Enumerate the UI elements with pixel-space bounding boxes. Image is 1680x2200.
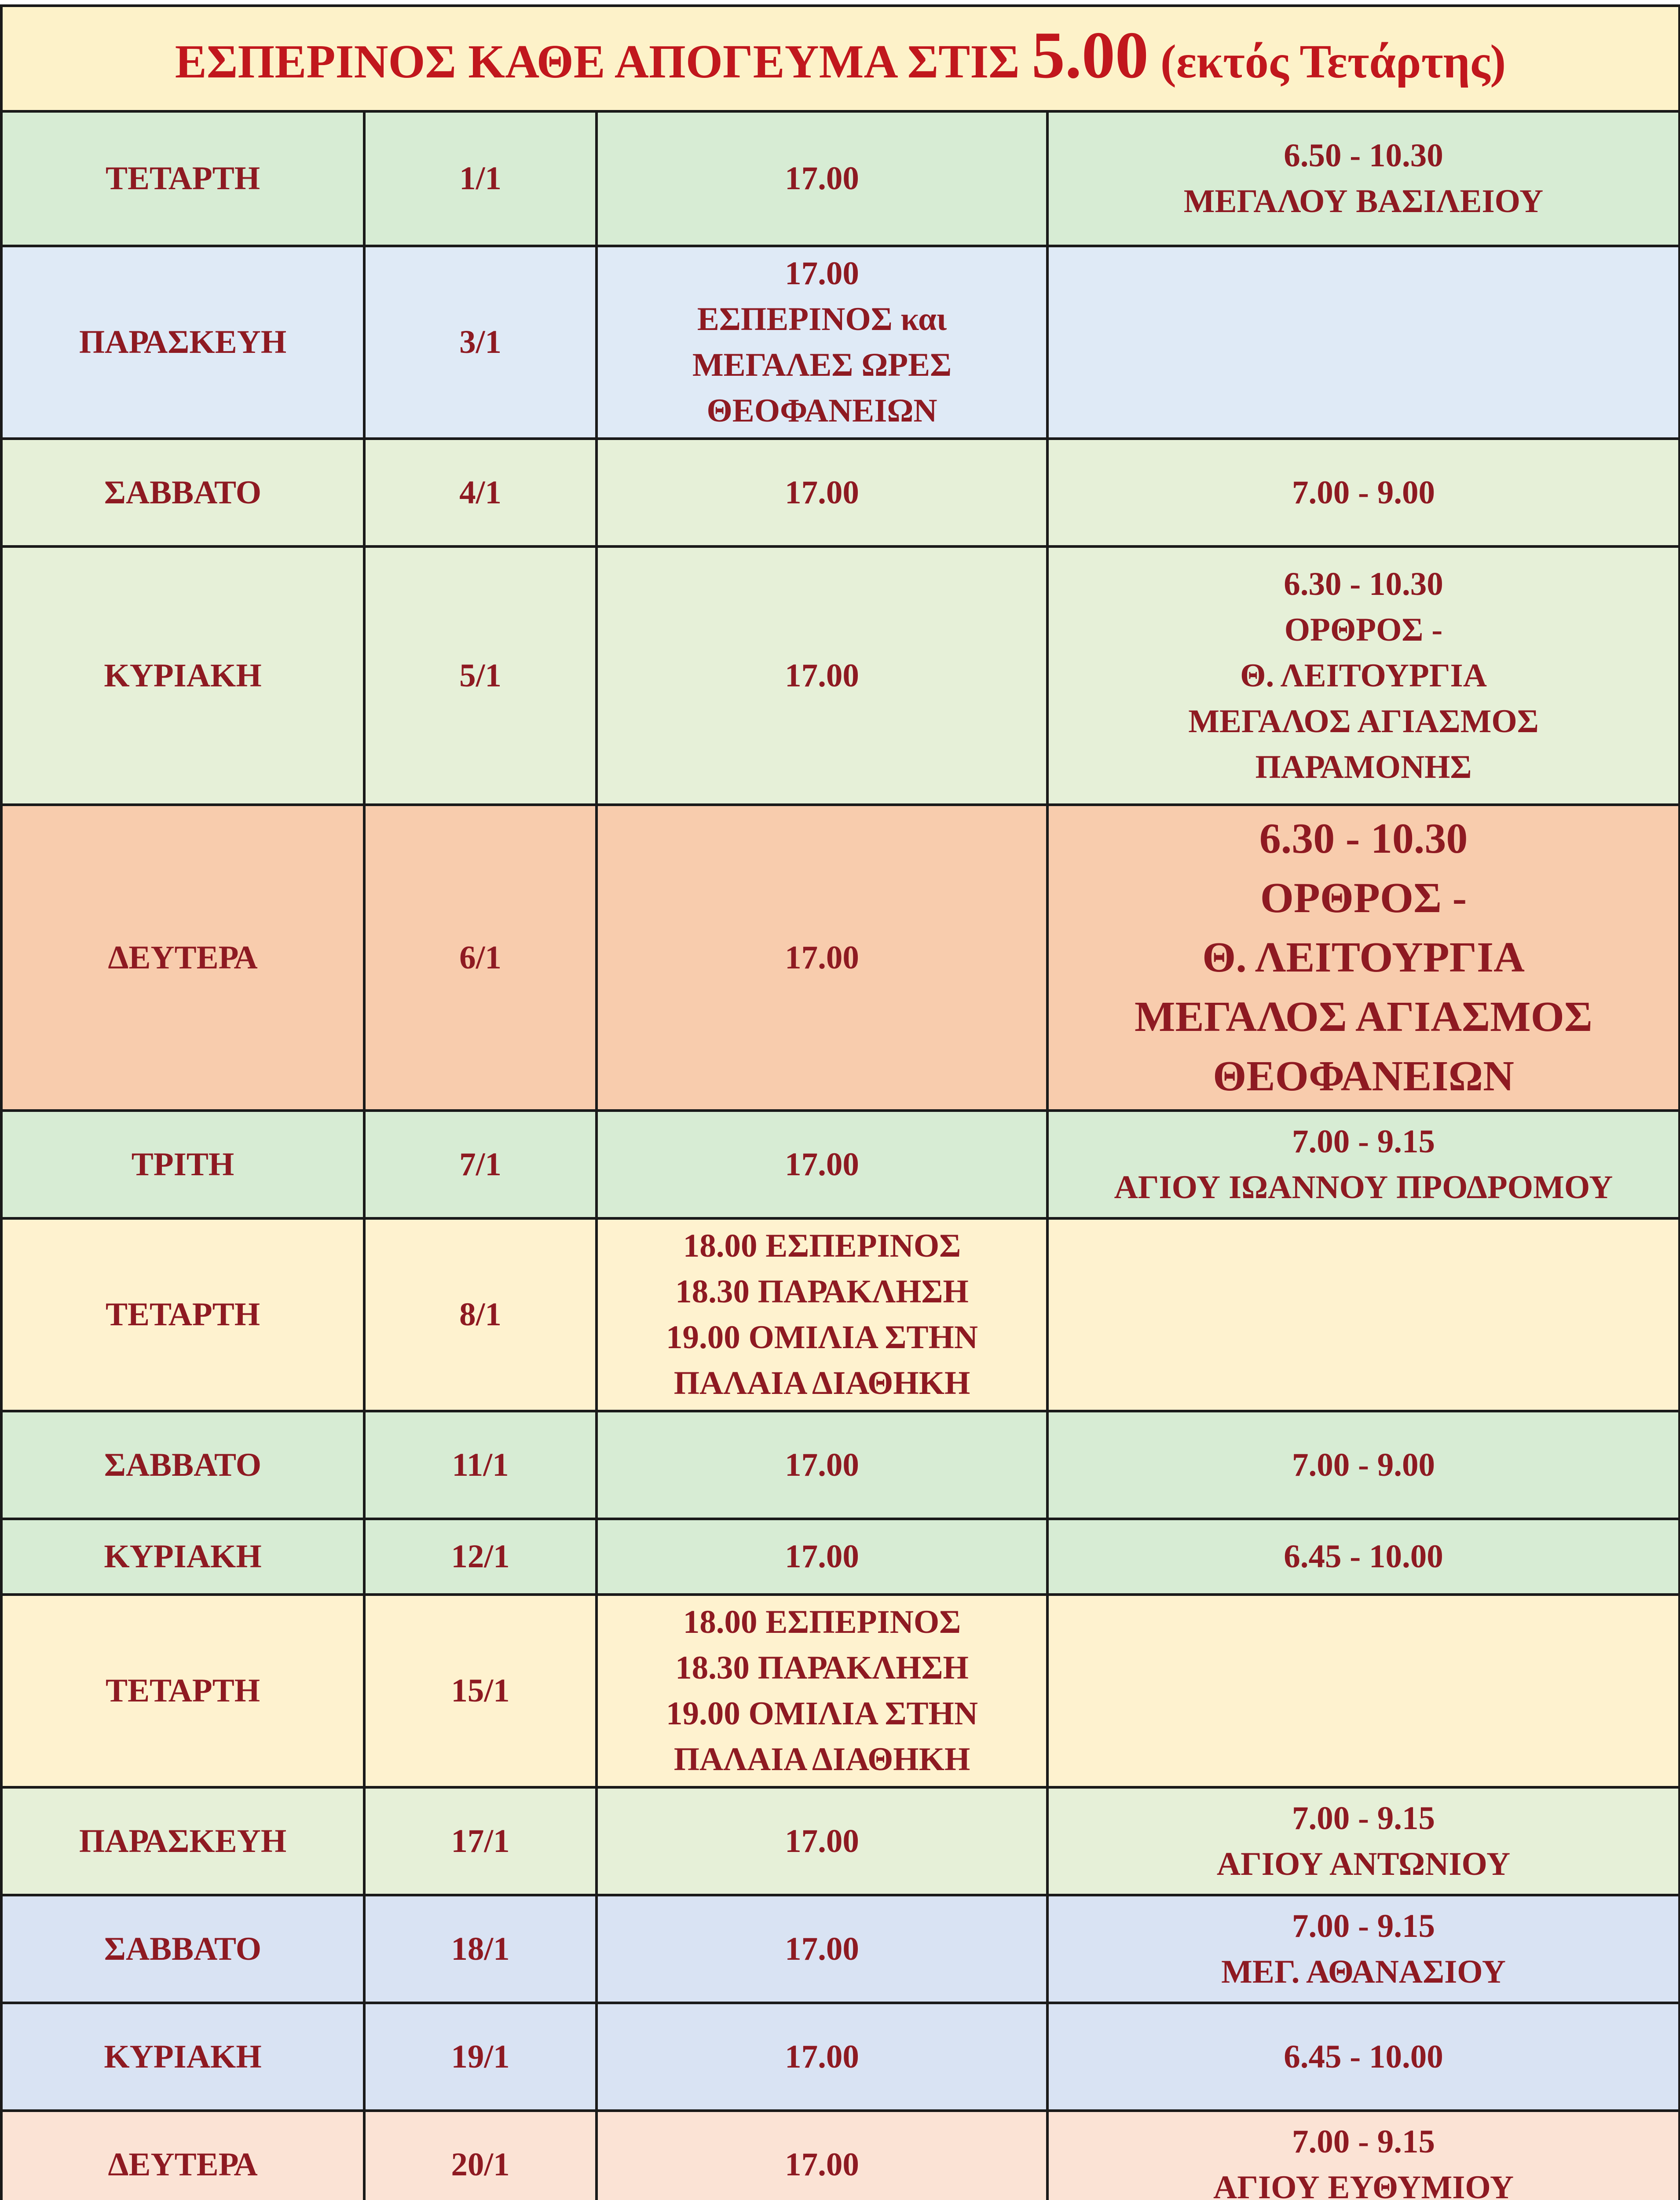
schedule-table <box>0 4 1680 2200</box>
date-cell: 19/1 <box>364 2003 597 2111</box>
date-cell: 15/1 <box>364 1595 597 1787</box>
evening-cell: 17.00 <box>597 2111 1047 2200</box>
schedule-row <box>1 2003 1680 2111</box>
date-cell: 17/1 <box>364 1787 597 1895</box>
schedule-row <box>1 439 1680 546</box>
morning-cell: 7.00 - 9.15 ΑΓΙΟΥ ΑΝΤΩΝΙΟΥ <box>1047 1787 1680 1895</box>
day-cell: ΔΕΥΤΕΡΑ <box>1 2111 364 2200</box>
date-cell: 4/1 <box>364 439 597 546</box>
morning-cell: 6.30 - 10.30 ΟΡΘΡΟΣ - Θ. ΛΕΙΤΟΥΡΓΙΑ ΜΕΓΑΛΟΣ ΑΓΙΑΣΜΟΣ ΘΕΟΦΑΝΕΙΩΝ <box>1047 805 1680 1111</box>
morning-cell: 6.50 - 10.30 ΜΕΓΑΛΟΥ ΒΑΣΙΛΕΙΟΥ <box>1047 111 1680 246</box>
evening-cell: 17.00 <box>597 546 1047 805</box>
date-cell: 6/1 <box>364 805 597 1111</box>
evening-cell: 17.00 <box>597 111 1047 246</box>
morning-cell: 7.00 - 9.00 <box>1047 439 1680 546</box>
schedule-row <box>1 1519 1680 1595</box>
evening-cell: 17.00 <box>597 1111 1047 1218</box>
schedule-row <box>1 111 1680 246</box>
header-title <box>1 6 1680 111</box>
header-row <box>1 6 1680 111</box>
evening-cell: 18.00 ΕΣΠΕΡΙΝΟΣ 18.30 ΠΑΡΑΚΛΗΣΗ 19.00 ΟΜΙΛΙΑ ΣΤΗΝ ΠΑΛΑΙΑ ΔΙΑΘΗΚΗ <box>597 1595 1047 1787</box>
date-cell: 18/1 <box>364 1895 597 2003</box>
date-cell: 5/1 <box>364 546 597 805</box>
schedule-row <box>1 1218 1680 1411</box>
day-cell: ΠΑΡΑΣΚΕΥΗ <box>1 1787 364 1895</box>
evening-cell: 17.00 <box>597 1411 1047 1519</box>
schedule-row <box>1 2111 1680 2200</box>
evening-cell: 17.00 ΕΣΠΕΡΙΝΟΣ και ΜΕΓΑΛΕΣ ΩΡΕΣ ΘΕΟΦΑΝΕΙΩΝ <box>597 246 1047 439</box>
morning-cell <box>1047 246 1680 439</box>
date-cell: 11/1 <box>364 1411 597 1519</box>
evening-cell: 17.00 <box>597 439 1047 546</box>
schedule-row <box>1 805 1680 1111</box>
date-cell: 1/1 <box>364 111 597 246</box>
evening-cell: 17.00 <box>597 1895 1047 2003</box>
day-cell: ΚΥΡΙΑΚΗ <box>1 2003 364 2111</box>
day-cell: ΤΡΙΤΗ <box>1 1111 364 1218</box>
morning-cell: 7.00 - 9.00 <box>1047 1411 1680 1519</box>
day-cell: ΠΑΡΑΣΚΕΥΗ <box>1 246 364 439</box>
morning-cell: 6.45 - 10.00 <box>1047 1519 1680 1595</box>
date-cell: 12/1 <box>364 1519 597 1595</box>
morning-cell: 6.30 - 10.30 ΟΡΘΡΟΣ - Θ. ΛΕΙΤΟΥΡΓΙΑ ΜΕΓΑΛΟΣ ΑΓΙΑΣΜΟΣ ΠΑΡΑΜΟΝΗΣ <box>1047 546 1680 805</box>
date-cell: 3/1 <box>364 246 597 439</box>
date-cell: 8/1 <box>364 1218 597 1411</box>
morning-cell: 6.45 - 10.00 <box>1047 2003 1680 2111</box>
day-cell: ΤΕΤΑΡΤΗ <box>1 111 364 246</box>
evening-cell: 17.00 <box>597 1787 1047 1895</box>
day-cell: ΚΥΡΙΑΚΗ <box>1 546 364 805</box>
schedule-row <box>1 1787 1680 1895</box>
morning-cell: 7.00 - 9.15 ΑΓΙΟΥ ΕΥΘΥΜΙΟΥ <box>1047 2111 1680 2200</box>
schedule-row <box>1 1895 1680 2003</box>
day-cell: ΤΕΤΑΡΤΗ <box>1 1595 364 1787</box>
morning-cell <box>1047 1218 1680 1411</box>
day-cell: ΤΕΤΑΡΤΗ <box>1 1218 364 1411</box>
day-cell: ΣΑΒΒΑΤΟ <box>1 1895 364 2003</box>
morning-cell: 7.00 - 9.15 ΑΓΙΟΥ ΙΩΑΝΝΟΥ ΠΡΟΔΡΟΜΟΥ <box>1047 1111 1680 1218</box>
header-suffix: (εκτός Τετάρτης) <box>1148 36 1506 88</box>
schedule-row <box>1 546 1680 805</box>
schedule-row <box>1 1595 1680 1787</box>
date-cell: 20/1 <box>364 2111 597 2200</box>
day-cell: ΣΑΒΒΑΤΟ <box>1 439 364 546</box>
morning-cell: 7.00 - 9.15 ΜΕΓ. ΑΘΑΝΑΣΙΟΥ <box>1047 1895 1680 2003</box>
evening-cell: 17.00 <box>597 805 1047 1111</box>
schedule-row <box>1 1111 1680 1218</box>
schedule-row <box>1 246 1680 439</box>
day-cell: ΣΑΒΒΑΤΟ <box>1 1411 364 1519</box>
morning-cell <box>1047 1595 1680 1787</box>
header-prefix: ΕΣΠΕΡΙΝΟΣ ΚΑΘΕ ΑΠΟΓΕΥΜΑ ΣΤΙΣ <box>175 36 1032 88</box>
schedule-row <box>1 1411 1680 1519</box>
day-cell: ΔΕΥΤΕΡΑ <box>1 805 364 1111</box>
day-cell: ΚΥΡΙΑΚΗ <box>1 1519 364 1595</box>
date-cell: 7/1 <box>364 1111 597 1218</box>
evening-cell: 17.00 <box>597 1519 1047 1595</box>
evening-cell: 18.00 ΕΣΠΕΡΙΝΟΣ 18.30 ΠΑΡΑΚΛΗΣΗ 19.00 ΟΜΙΛΙΑ ΣΤΗΝ ΠΑΛΑΙΑ ΔΙΑΘΗΚΗ <box>597 1218 1047 1411</box>
evening-cell: 17.00 <box>597 2003 1047 2111</box>
header-time: 5.00 <box>1031 18 1149 92</box>
